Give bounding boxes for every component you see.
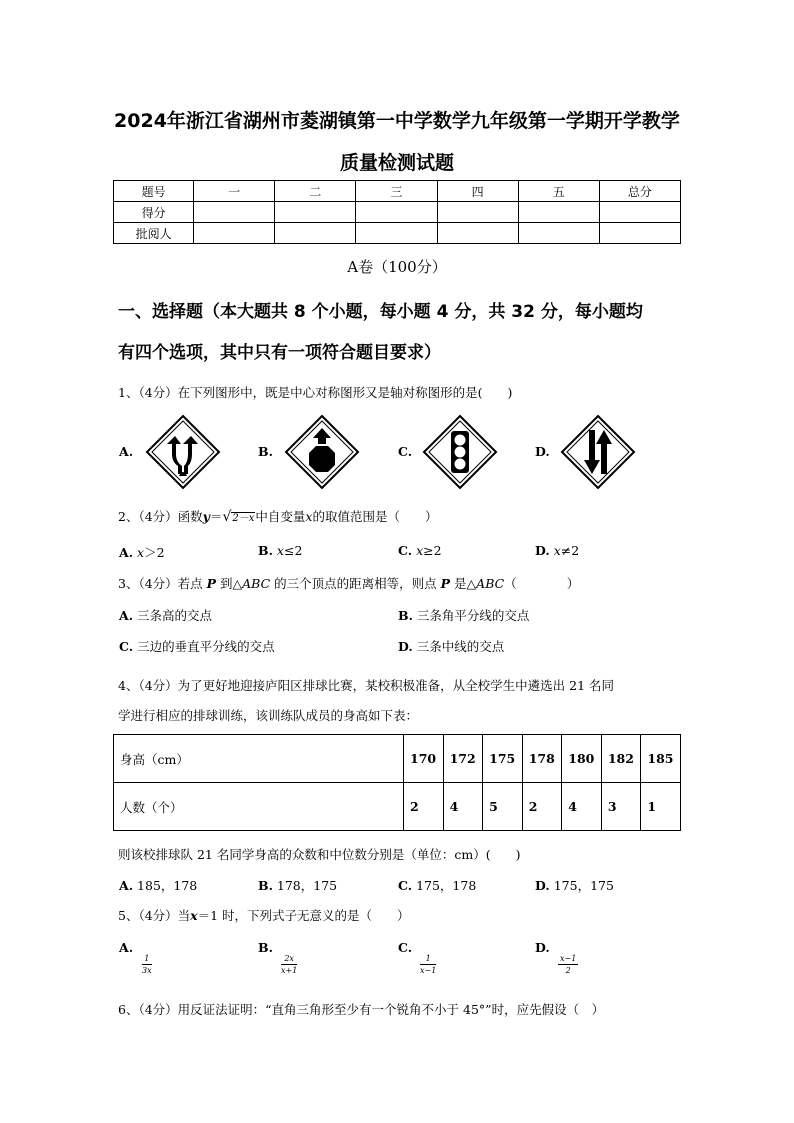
- traffic-light-sign-icon: [422, 414, 498, 490]
- q5-option-label[interactable]: C.: [398, 940, 413, 955]
- grader-cell[interactable]: [275, 223, 356, 244]
- merging-lanes-sign-icon: [145, 414, 221, 490]
- q1-option-label[interactable]: A.: [119, 444, 134, 459]
- q3-option-a[interactable]: A. 三条高的交点: [119, 608, 213, 623]
- q5-option-c-fraction[interactable]: $\frac{1}{x-1}$: [420, 954, 437, 975]
- q4-question: 则该校排球队 21 名同学身高的众数和中位数分别是（单位：cm）( ): [118, 847, 521, 862]
- height-cell: 185: [641, 735, 681, 783]
- count-cell: 2: [404, 783, 444, 831]
- score-header-cell: 二: [275, 181, 356, 202]
- height-table: [113, 734, 681, 831]
- q2-option-b[interactable]: B. x≤2: [258, 543, 303, 558]
- count-label-cell: 人数（个）: [114, 783, 404, 831]
- q1-stem: 1、（4分）在下列图形中，既是中心对称图形又是轴对称图形的是( ): [118, 385, 513, 400]
- q5-option-label[interactable]: D.: [535, 940, 550, 955]
- q5-option-label[interactable]: B.: [258, 940, 273, 955]
- count-cell: 4: [443, 783, 483, 831]
- score-row-label: 得分: [114, 202, 194, 223]
- score-cell[interactable]: [275, 202, 356, 223]
- exam-title-line1: 2024年浙江省湖州市菱湖镇第一中学数学九年级第一学期开学教学: [114, 110, 680, 132]
- count-cell: 3: [601, 783, 641, 831]
- score-header-cell: 五: [518, 181, 599, 202]
- sqrt-icon: √: [222, 509, 232, 525]
- height-cell: 182: [601, 735, 641, 783]
- count-cell: 5: [483, 783, 523, 831]
- q3-option-b[interactable]: B. 三条角平分线的交点: [398, 608, 530, 623]
- section-heading-line2: 有四个选项，其中只有一项符合题目要求）: [118, 343, 441, 363]
- q5-option-d-fraction[interactable]: $\frac{x-1}{2}$: [560, 954, 577, 975]
- score-row: [114, 202, 681, 223]
- score-header-cell: 三: [356, 181, 437, 202]
- q2-prefix: 2、（4分）函数: [118, 509, 203, 524]
- height-row: [114, 735, 681, 783]
- score-cell[interactable]: [194, 202, 275, 223]
- volume-heading: A卷（100分）: [347, 258, 447, 276]
- q1-option-label[interactable]: B.: [258, 444, 273, 459]
- grader-cell[interactable]: [437, 223, 518, 244]
- score-cell[interactable]: [599, 202, 680, 223]
- score-header-cell: 一: [194, 181, 275, 202]
- section-heading-line1: 一、选择题（本大题共 8 个小题，每小题 4 分，共 32 分，每小题均: [118, 302, 643, 322]
- count-row: [114, 783, 681, 831]
- q3-option-d[interactable]: D. 三条中线的交点: [398, 639, 505, 654]
- height-cell: 180: [562, 735, 602, 783]
- score-header-cell: 题号: [114, 181, 194, 202]
- q5-option-label[interactable]: A.: [119, 940, 134, 955]
- q4-option-d[interactable]: D. 175，175: [535, 878, 614, 893]
- q2-eq: ＝: [209, 509, 223, 524]
- score-cell[interactable]: [518, 202, 599, 223]
- two-way-traffic-sign-icon: [560, 414, 636, 490]
- score-table: [113, 180, 681, 244]
- score-header-cell: 四: [437, 181, 518, 202]
- count-cell: 2: [522, 783, 562, 831]
- q2-suffix-b: 的取值范围是（ ）: [312, 509, 438, 524]
- q4-stem-line1: 4、（4分）为了更好地迎接庐阳区排球比赛，某校积极准备，从全校学生中遴选出 21 名同: [118, 678, 615, 693]
- grader-row-label: 批阅人: [114, 223, 194, 244]
- q1-option-label[interactable]: C.: [398, 444, 413, 459]
- q2-radicand: 2－x: [232, 513, 255, 524]
- grader-cell[interactable]: [194, 223, 275, 244]
- q1-option-label[interactable]: D.: [535, 444, 550, 459]
- count-cell: 4: [562, 783, 602, 831]
- stop-ahead-sign-icon: [284, 414, 360, 490]
- exam-title-line2: 质量检测试题: [339, 152, 454, 174]
- q4-stem-line2: 学进行相应的排球训练，该训练队成员的身高如下表：: [118, 708, 419, 723]
- score-cell[interactable]: [437, 202, 518, 223]
- score-header-cell: 总分: [599, 181, 680, 202]
- q4-option-a[interactable]: A. 185，178: [119, 878, 198, 893]
- height-cell: 170: [404, 735, 444, 783]
- score-header-row: [114, 181, 681, 202]
- q2-option-d[interactable]: D. x≠2: [535, 543, 580, 558]
- height-cell: 175: [483, 735, 523, 783]
- height-cell: 178: [522, 735, 562, 783]
- q2-option-a[interactable]: A. x＞2: [119, 545, 165, 560]
- q5-stem: 5、（4分）当x＝1 时，下列式子无意义的是（ ）: [118, 908, 410, 923]
- score-cell[interactable]: [356, 202, 437, 223]
- q2-stem: [118, 507, 437, 525]
- grader-cell[interactable]: [518, 223, 599, 244]
- grader-cell[interactable]: [599, 223, 680, 244]
- q5-option-b-fraction[interactable]: $\frac{2x}{x+1}$: [281, 954, 298, 975]
- count-cell: 1: [641, 783, 681, 831]
- grader-cell[interactable]: [356, 223, 437, 244]
- q2-var: x: [305, 509, 313, 524]
- grader-row: [114, 223, 681, 244]
- q2-fn-var: y: [202, 509, 210, 524]
- q2-suffix-a: 中自变量: [255, 509, 306, 524]
- height-cell: 172: [443, 735, 483, 783]
- q2-option-c[interactable]: C. x≥2: [398, 543, 442, 558]
- q4-option-c[interactable]: C. 175，178: [398, 878, 477, 893]
- q5-option-a-fraction[interactable]: $\frac{1}{3x}$: [142, 954, 152, 975]
- q3-option-c[interactable]: C. 三边的垂直平分线的交点: [119, 639, 275, 654]
- q3-stem: 3、（4分）若点 P 到△ABC 的三个顶点的距离相等，则点 P 是△ABC（ ）: [118, 576, 580, 591]
- q4-option-b[interactable]: B. 178，175: [258, 878, 338, 893]
- q6-stem: 6、（4分）用反证法证明：“直角三角形至少有一个锐角不小于 45°”时，应先假设（ ）: [118, 1002, 605, 1017]
- height-label-cell: 身高（cm）: [114, 735, 404, 783]
